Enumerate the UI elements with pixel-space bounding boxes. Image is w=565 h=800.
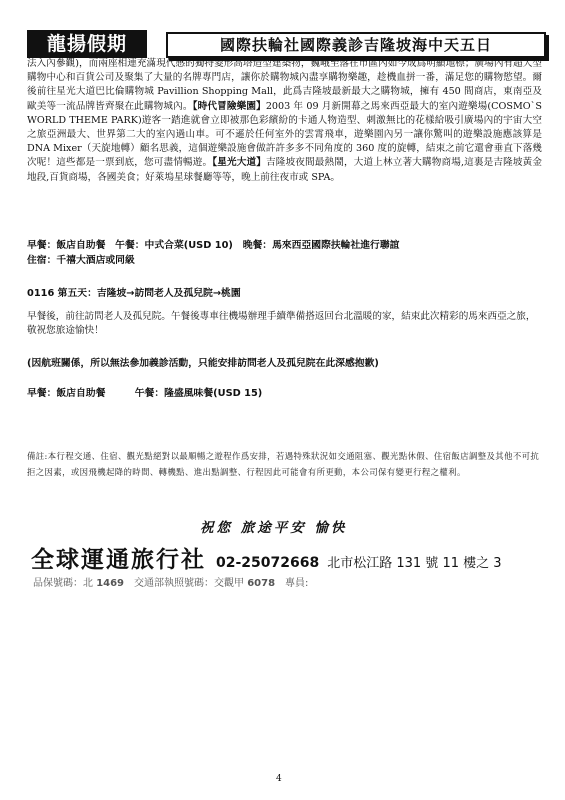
page-header [27,30,546,58]
day4-intro-text-2: 2003 年 09 月新開幕之馬來西亞最大的室內遊樂場(COSMO`S WORLD THEME PARK)遊客一踏進就會立即被那色彩繽紛的卡通人物造型、刺激無比的花樣給吸引廣場內的宇宙大空之旅亞洲最大、世界第二大的室內過山車。可不遜於任何室外的雲霄飛車，遊樂園內另一讓你驚叫的遊樂設施應該算是 DNA Mixer（天旋地轉）顧名思義，這個遊樂設施會做許許多多不同角度的 360 度的旋轉，結束之前它還會垂直下落幾次呢！這些都是一票到底，您可盡情暢遊。 [27,100,543,169]
day5-notice: (因航班關係，所以無法參加義診活動，只能安排訪問老人及孤兒院在此深感抱歉) [27,358,379,369]
day5-text: 早餐後，前往訪問老人及孤兒院。午餐後專車往機場辦理手續準備搭返回台北溫暖的家，結束此次精彩的馬來西亞之旅，敬祝您旅途愉快！ [27,311,536,337]
agency-line [31,541,502,574]
closing-wish: 祝您 旅途平安 愉快 [200,520,348,536]
itinerary-title: 國際扶輪社國際義診吉隆坡海中天五日 [166,32,546,58]
agency-name: 全球運通旅行社 [31,546,206,573]
license-line [33,574,308,589]
license-value-1: 1469 [96,578,125,589]
day5-meals: 早餐：飯店自助餐 午餐：隆盛風味餐(USD 15) [27,388,263,399]
day4-description [27,57,542,185]
starhill-highlight: 【星光大道】 [212,157,266,169]
license-label-2: 交通部執照號碼：交觀甲 [124,578,248,589]
theme-park-highlight: 【時代冒險樂園】 [192,100,266,112]
brand-tag: 龍揚假期 [27,30,147,58]
day5-heading: 0116 第五天：吉隆坡→訪問老人及孤兒院→桃園 [27,288,241,299]
agency-phone: 02-25072668 [216,555,320,571]
license-value-2: 6078 [247,578,276,589]
day4-meals: 早餐：飯店自助餐 午餐：中式合菜(USD 10) 晚餐：馬來西亞國際扶輪社進行聯誼 [27,240,400,251]
day4-hotel: 住宿：千禧大酒店或同級 [27,255,135,266]
day4-intro-text-3: 吉隆坡夜間最熱鬧，大道上林立著大購物商場,這裏是吉隆坡黃金地段,百貨商場，各國美食；好萊塢星球餐廳等等，晚上前往夜市或 SPA。 [27,157,542,183]
remarks-note: 備註:本行程交通、住宿、觀光點絕對以最順暢之遊程作爲安排，若遇特殊狀況如交通阻塞、觀光點休假、住宿飯店調整及其他不可抗拒之因素，或因飛機起降的時間、轉機點、進出點調整、行程因此可能會有所更動，本公司保有變更行程之權利。 [27,451,540,477]
day4-intro-text-1: 法入內參觀)，而兩座相連充滿現代感的獨特菱形高塔造型建築物，巍峨至落在市區內如今成爲明顯地標；廣場內有超大型購物中心和百貨公司及聚集了大量的名牌專門店，讓你於購物城內盡享購物樂趣，趁機血拼一番，滿足您的購物慾望。爾後前往星光大道巴比倫購物城 Pavillion Shopping Mall，此爲吉隆坡最新最大之購物城，擁有 450 間商店，東南亞及歐美等一流品牌皆齊聚在此購物城內。 [27,58,542,112]
license-label-3: 專員: [275,578,309,589]
license-label-1: 品保號碼：北 [33,578,97,589]
page-number: 4 [276,774,282,784]
agency-address: 北市松江路 131 號 11 樓之 3 [327,556,502,571]
